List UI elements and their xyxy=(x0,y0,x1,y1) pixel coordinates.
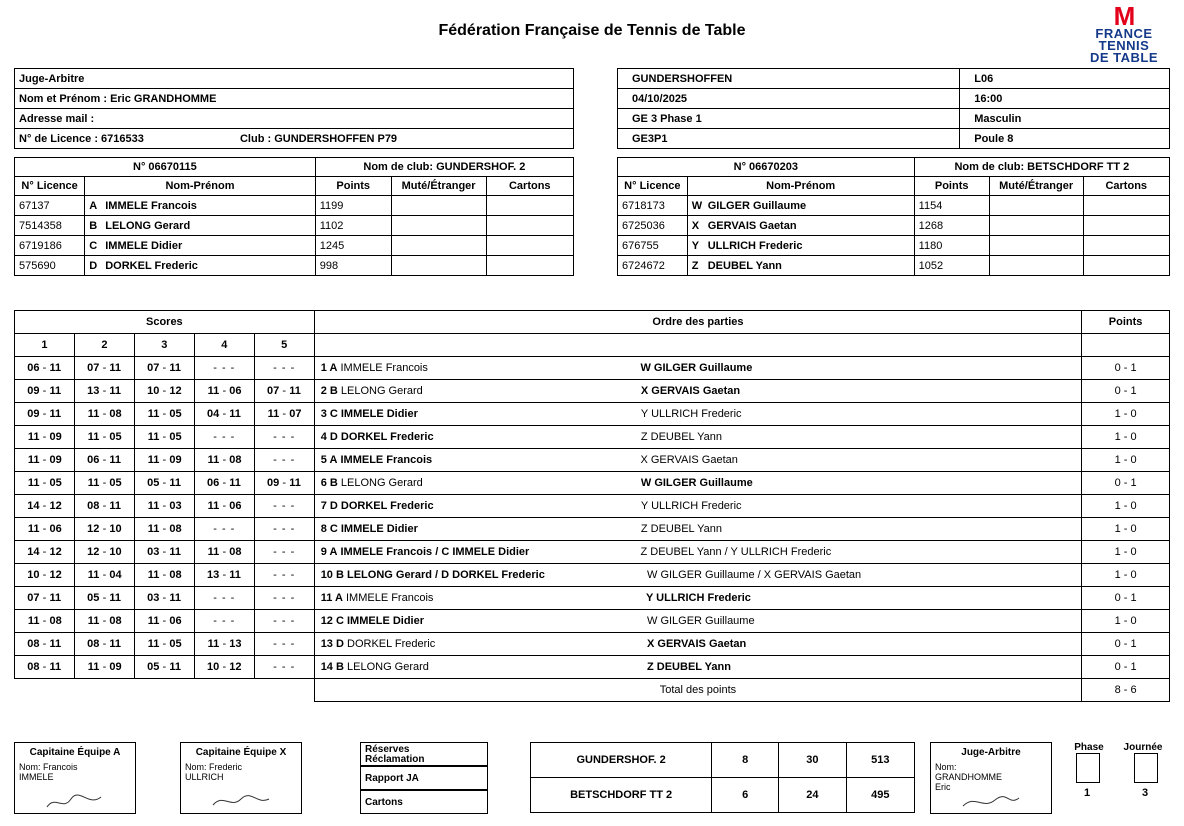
team-x-licence-0: 6718173 xyxy=(618,196,688,216)
score-set-7-3: 11 - 03 xyxy=(134,495,194,518)
captain-a-box xyxy=(14,742,136,814)
match-info-block xyxy=(617,68,1170,149)
team-x-col-cartons: Cartons xyxy=(1083,177,1169,196)
score-row xyxy=(15,380,1170,403)
set-header-1: 1 xyxy=(15,334,75,357)
table-row xyxy=(15,216,574,236)
reserves-line-1: Réserves xyxy=(365,744,410,755)
team-x-col-points: Points xyxy=(914,177,989,196)
team-a-name-2 xyxy=(85,236,316,256)
score-points-1: 0 - 1 xyxy=(1082,357,1170,380)
result-team-0: GUNDERSHOF. 2 xyxy=(531,743,712,778)
score-order-11: 11 A IMMELE Francois Y ULLRICH Frederic xyxy=(314,587,1082,610)
captain-x-box xyxy=(180,742,302,814)
score-set-6-5: 09 - 11 xyxy=(254,472,314,495)
judge-name: Nom et Prénom : Eric GRANDHOMME xyxy=(15,89,574,109)
rapport-ja-button[interactable]: Rapport JA xyxy=(360,766,488,790)
score-set-9-1: 14 - 12 xyxy=(15,541,75,564)
team-a-club: Nom de club: GUNDERSHOF. 2 xyxy=(315,158,573,177)
score-points-12: 1 - 0 xyxy=(1082,610,1170,633)
match-gender: Masculin xyxy=(960,109,1170,129)
score-row xyxy=(15,610,1170,633)
score-set-3-1: 09 - 11 xyxy=(15,403,75,426)
score-points-9: 1 - 0 xyxy=(1082,541,1170,564)
score-row xyxy=(15,472,1170,495)
captain-a-signature xyxy=(45,791,105,811)
score-points-3: 1 - 0 xyxy=(1082,403,1170,426)
judge-title: Juge-Arbitre xyxy=(15,69,574,89)
score-order-13: 13 D DORKEL Frederic X GERVAIS Gaetan xyxy=(314,633,1082,656)
team-x-letter-1: X xyxy=(691,219,700,232)
score-row xyxy=(15,518,1170,541)
team-x-number: N° 06670203 xyxy=(618,158,915,177)
judge-footer-name xyxy=(931,758,1051,792)
team-x-player-3: DEUBEL Yann xyxy=(707,259,782,272)
team-x-cartons-0 xyxy=(1083,196,1169,216)
match-division: L06 xyxy=(960,69,1170,89)
score-set-5-2: 06 - 11 xyxy=(74,449,134,472)
score-set-12-2: 11 - 08 xyxy=(74,610,134,633)
scores-header: Scores xyxy=(15,311,315,334)
page-title: Fédération Française de Tennis de Table xyxy=(438,22,746,39)
table-row xyxy=(15,256,574,276)
phase-journee-box xyxy=(1062,742,1170,814)
judge-mail: Adresse mail : xyxy=(15,109,574,129)
score-row xyxy=(15,541,1170,564)
score-set-3-2: 11 - 08 xyxy=(74,403,134,426)
team-a-col-mute: Muté/Étranger xyxy=(391,177,486,196)
team-a-letter-1: B xyxy=(89,219,98,232)
table-row xyxy=(15,196,574,216)
score-set-9-2: 12 - 10 xyxy=(74,541,134,564)
score-set-8-2: 12 - 10 xyxy=(74,518,134,541)
judge-signature xyxy=(961,791,1021,811)
score-row xyxy=(15,587,1170,610)
journee-value: 3 xyxy=(1142,787,1149,799)
set-header-3: 3 xyxy=(134,334,194,357)
judge-club: Club : GUNDERSHOFFEN P79 xyxy=(239,132,398,145)
score-set-3-4: 04 - 11 xyxy=(194,403,254,426)
score-set-1-2: 07 - 11 xyxy=(74,357,134,380)
fftt-logo xyxy=(1078,1,1170,65)
judge-footer-title: Juge-Arbitre xyxy=(961,747,1021,758)
score-set-10-4: 13 - 11 xyxy=(194,564,254,587)
score-order-1: 1 A IMMELE Francois W GILGER Guillaume xyxy=(314,357,1082,380)
order-header: Ordre des parties xyxy=(314,311,1082,334)
team-x-letter-2: Y xyxy=(691,239,700,252)
score-set-6-1: 11 - 05 xyxy=(15,472,75,495)
team-a-name-3 xyxy=(85,256,316,276)
score-row xyxy=(15,495,1170,518)
team-a-player-1: LELONG Gerard xyxy=(105,219,191,232)
score-set-8-3: 11 - 08 xyxy=(134,518,194,541)
score-set-1-4: - - - xyxy=(194,357,254,380)
score-set-12-4: - - - xyxy=(194,610,254,633)
team-x-player-0: GILGER Guillaume xyxy=(707,199,807,212)
score-set-9-4: 11 - 08 xyxy=(194,541,254,564)
score-set-13-4: 11 - 13 xyxy=(194,633,254,656)
team-a-licence-1: 7514358 xyxy=(15,216,85,236)
team-x-licence-1: 6725036 xyxy=(618,216,688,236)
team-x-mute-2 xyxy=(989,236,1083,256)
team-x-letter-3: Z xyxy=(691,259,699,272)
team-x-points-0: 1154 xyxy=(914,196,989,216)
points-spacer xyxy=(1082,334,1170,357)
set-header-4: 4 xyxy=(194,334,254,357)
team-a-mute-3 xyxy=(391,256,486,276)
score-set-7-4: 11 - 06 xyxy=(194,495,254,518)
score-set-1-5: - - - xyxy=(254,357,314,380)
team-x-licence-2: 676755 xyxy=(618,236,688,256)
team-a-cartons-1 xyxy=(486,216,573,236)
score-set-10-1: 10 - 12 xyxy=(15,564,75,587)
captain-a-nom-label: Nom: xyxy=(19,762,41,772)
score-set-1-3: 07 - 11 xyxy=(134,357,194,380)
phase-journee-headers xyxy=(1062,742,1170,753)
score-row xyxy=(15,633,1170,656)
score-points-4: 1 - 0 xyxy=(1082,426,1170,449)
reserves-line-2: Réclamation xyxy=(365,754,425,765)
match-time: 16:00 xyxy=(960,89,1170,109)
journee-label: Journée xyxy=(1123,742,1163,753)
match-pool: Poule 8 xyxy=(960,129,1170,149)
captain-x-first: Frederic xyxy=(209,762,243,772)
score-set-4-5: - - - xyxy=(254,426,314,449)
reserves-button[interactable] xyxy=(360,742,488,766)
score-set-8-1: 11 - 06 xyxy=(15,518,75,541)
score-set-8-4: - - - xyxy=(194,518,254,541)
score-set-6-3: 05 - 11 xyxy=(134,472,194,495)
score-set-14-5: - - - xyxy=(254,656,314,679)
score-set-12-1: 11 - 08 xyxy=(15,610,75,633)
score-row xyxy=(15,357,1170,380)
team-a-col-points: Points xyxy=(315,177,391,196)
score-order-6: 6 B LELONG Gerard W GILGER Guillaume xyxy=(314,472,1082,495)
team-a-col-licence: N° Licence xyxy=(15,177,85,196)
judge-footer-box xyxy=(930,742,1052,814)
score-row xyxy=(15,403,1170,426)
score-points-5: 1 - 0 xyxy=(1082,449,1170,472)
phase-box xyxy=(1076,753,1100,783)
score-set-10-5: - - - xyxy=(254,564,314,587)
table-row xyxy=(618,256,1170,276)
captain-a-name xyxy=(15,758,135,782)
team-a-player-2: IMMELE Didier xyxy=(105,239,183,252)
score-points-10: 1 - 0 xyxy=(1082,564,1170,587)
score-row xyxy=(15,564,1170,587)
team-x-points-3: 1052 xyxy=(914,256,989,276)
score-set-2-3: 10 - 12 xyxy=(134,380,194,403)
score-set-5-3: 11 - 09 xyxy=(134,449,194,472)
team-a-mute-0 xyxy=(391,196,486,216)
score-set-7-5: - - - xyxy=(254,495,314,518)
score-set-10-3: 11 - 08 xyxy=(134,564,194,587)
captain-x-title: Capitaine Équipe X xyxy=(195,747,287,758)
score-set-7-2: 08 - 11 xyxy=(74,495,134,518)
team-a-col-name: Nom-Prénom xyxy=(85,177,316,196)
team-x-cartons-2 xyxy=(1083,236,1169,256)
score-set-3-3: 11 - 05 xyxy=(134,403,194,426)
team-a-number: N° 06670115 xyxy=(15,158,316,177)
score-order-12: 12 C IMMELE Didier W GILGER Guillaume xyxy=(314,610,1082,633)
team-a-letter-2: C xyxy=(89,239,98,252)
score-set-2-2: 13 - 11 xyxy=(74,380,134,403)
score-set-11-2: 05 - 11 xyxy=(74,587,134,610)
result-v1-1: 6 xyxy=(712,778,779,813)
team-a-points-3: 998 xyxy=(315,256,391,276)
team-x-col-name: Nom-Prénom xyxy=(687,177,914,196)
score-set-10-2: 11 - 04 xyxy=(74,564,134,587)
score-set-13-3: 11 - 05 xyxy=(134,633,194,656)
score-order-3: 3 C IMMELE Didier Y ULLRICH Frederic xyxy=(314,403,1082,426)
score-order-14: 14 B LELONG Gerard Z DEUBEL Yann xyxy=(314,656,1082,679)
score-set-14-1: 08 - 11 xyxy=(15,656,75,679)
result-v2-0: 30 xyxy=(779,743,847,778)
score-set-6-2: 11 - 05 xyxy=(74,472,134,495)
score-order-9: 9 A IMMELE Francois / C IMMELE Didier Z DEUBEL Yann / Y ULLRICH Frederic xyxy=(314,541,1082,564)
team-a-mute-1 xyxy=(391,216,486,236)
table-row xyxy=(618,196,1170,216)
score-order-8: 8 C IMMELE Didier Z DEUBEL Yann xyxy=(314,518,1082,541)
team-x-name-0 xyxy=(687,196,914,216)
score-order-2: 2 B LELONG Gerard X GERVAIS Gaetan xyxy=(314,380,1082,403)
team-x-col-mute: Muté/Étranger xyxy=(989,177,1083,196)
team-x-cartons-3 xyxy=(1083,256,1169,276)
set-header-2: 2 xyxy=(74,334,134,357)
table-row xyxy=(531,743,915,778)
match-phase: GE 3 Phase 1 xyxy=(618,109,960,129)
scores-table xyxy=(14,310,1170,702)
judge-footer-last: GRANDHOMME xyxy=(935,772,1002,782)
judge-licence-club xyxy=(15,129,574,149)
team-a-licence-0: 67137 xyxy=(15,196,85,216)
team-a-name-0 xyxy=(85,196,316,216)
table-row xyxy=(618,216,1170,236)
match-club: GUNDERSHOFFEN xyxy=(618,69,960,89)
judge-footer-first: Eric xyxy=(935,782,951,792)
logo-line-1: FRANCE xyxy=(1095,26,1153,41)
team-x-mute-0 xyxy=(989,196,1083,216)
journee-box xyxy=(1134,753,1158,783)
team-a-points-0: 1199 xyxy=(315,196,391,216)
team-x-cartons-1 xyxy=(1083,216,1169,236)
score-set-4-3: 11 - 05 xyxy=(134,426,194,449)
team-x-name-3 xyxy=(687,256,914,276)
team-x-points-2: 1180 xyxy=(914,236,989,256)
team-x-club: Nom de club: BETSCHDORF TT 2 xyxy=(914,158,1169,177)
team-a-cartons-3 xyxy=(486,256,573,276)
score-set-14-2: 11 - 09 xyxy=(74,656,134,679)
score-points-2: 0 - 1 xyxy=(1082,380,1170,403)
total-label: Total des points xyxy=(314,679,1082,702)
team-a-cartons-2 xyxy=(486,236,573,256)
result-summary-table xyxy=(530,742,915,813)
team-x-table xyxy=(617,157,1170,276)
cartons-button[interactable]: Cartons xyxy=(360,790,488,814)
phase-value: 1 xyxy=(1084,787,1091,799)
score-points-11: 0 - 1 xyxy=(1082,587,1170,610)
score-order-5: 5 A IMMELE Francois X GERVAIS Gaetan xyxy=(314,449,1082,472)
team-x-player-1: GERVAIS Gaetan xyxy=(707,219,797,232)
phase-label: Phase xyxy=(1074,742,1104,753)
logo-line-2: TENNIS xyxy=(1098,38,1150,53)
captain-a-last: IMMELE xyxy=(19,772,54,782)
score-set-13-5: - - - xyxy=(254,633,314,656)
team-a-letter-0: A xyxy=(89,199,98,212)
score-points-6: 0 - 1 xyxy=(1082,472,1170,495)
captain-x-name xyxy=(181,758,301,782)
score-set-11-4: - - - xyxy=(194,587,254,610)
score-set-12-3: 11 - 06 xyxy=(134,610,194,633)
score-set-6-4: 06 - 11 xyxy=(194,472,254,495)
team-a-letter-3: D xyxy=(89,259,98,272)
team-x-col-licence: N° Licence xyxy=(618,177,688,196)
score-points-13: 0 - 1 xyxy=(1082,633,1170,656)
score-set-9-5: - - - xyxy=(254,541,314,564)
team-a-player-3: DORKEL Frederic xyxy=(105,259,198,272)
score-set-14-4: 10 - 12 xyxy=(194,656,254,679)
logo-line-3: DE TABLE xyxy=(1089,50,1159,65)
team-a-table xyxy=(14,157,574,276)
score-set-2-4: 11 - 06 xyxy=(194,380,254,403)
score-set-4-1: 11 - 09 xyxy=(15,426,75,449)
team-a-col-cartons: Cartons xyxy=(486,177,573,196)
team-a-player-0: IMMELE Francois xyxy=(105,199,197,212)
score-set-8-5: - - - xyxy=(254,518,314,541)
score-order-10: 10 B LELONG Gerard / D DORKEL Frederic W GILGER Guillaume / X GERVAIS Gaetan xyxy=(314,564,1082,587)
match-code: GE3P1 xyxy=(618,129,960,149)
team-a-cartons-0 xyxy=(486,196,573,216)
team-a-points-2: 1245 xyxy=(315,236,391,256)
logo-mark: M xyxy=(1113,1,1135,31)
captain-a-title: Capitaine Équipe A xyxy=(29,747,121,758)
judge-footer-nom-label: Nom: xyxy=(935,762,957,772)
order-spacer xyxy=(314,334,1082,357)
team-a-licence-3: 575690 xyxy=(15,256,85,276)
score-row xyxy=(15,449,1170,472)
table-row xyxy=(531,778,915,813)
captain-x-nom-label: Nom: xyxy=(185,762,207,772)
score-set-11-1: 07 - 11 xyxy=(15,587,75,610)
score-set-11-5: - - - xyxy=(254,587,314,610)
phase-journee-values xyxy=(1062,753,1170,805)
score-set-12-5: - - - xyxy=(254,610,314,633)
table-row xyxy=(618,236,1170,256)
team-a-name-1 xyxy=(85,216,316,236)
score-set-3-5: 11 - 07 xyxy=(254,403,314,426)
result-team-1: BETSCHDORF TT 2 xyxy=(531,778,712,813)
points-header: Points xyxy=(1082,311,1170,334)
score-points-7: 1 - 0 xyxy=(1082,495,1170,518)
team-a-points-1: 1102 xyxy=(315,216,391,236)
score-set-9-3: 03 - 11 xyxy=(134,541,194,564)
score-points-8: 1 - 0 xyxy=(1082,518,1170,541)
score-order-7: 7 D DORKEL Frederic Y ULLRICH Frederic xyxy=(314,495,1082,518)
score-set-13-2: 08 - 11 xyxy=(74,633,134,656)
team-x-name-1 xyxy=(687,216,914,236)
set-header-5: 5 xyxy=(254,334,314,357)
score-set-13-1: 08 - 11 xyxy=(15,633,75,656)
table-row xyxy=(15,236,574,256)
score-set-5-4: 11 - 08 xyxy=(194,449,254,472)
result-v1-0: 8 xyxy=(712,743,779,778)
score-set-14-3: 05 - 11 xyxy=(134,656,194,679)
team-x-player-2: ULLRICH Frederic xyxy=(707,239,803,252)
score-points-14: 0 - 1 xyxy=(1082,656,1170,679)
score-row xyxy=(15,426,1170,449)
team-a-mute-2 xyxy=(391,236,486,256)
score-set-2-5: 07 - 11 xyxy=(254,380,314,403)
team-x-licence-3: 6724672 xyxy=(618,256,688,276)
score-set-7-1: 14 - 12 xyxy=(15,495,75,518)
team-x-points-1: 1268 xyxy=(914,216,989,236)
team-x-name-2 xyxy=(687,236,914,256)
result-v3-1: 495 xyxy=(846,778,914,813)
score-set-1-1: 06 - 11 xyxy=(15,357,75,380)
match-date: 04/10/2025 xyxy=(618,89,960,109)
captain-x-last: ULLRICH xyxy=(185,772,224,782)
judge-licence: N° de Licence : 6716533 xyxy=(19,132,144,145)
score-set-4-4: - - - xyxy=(194,426,254,449)
reserves-group xyxy=(360,742,488,814)
score-order-4: 4 D DORKEL Frederic Z DEUBEL Yann xyxy=(314,426,1082,449)
team-a-licence-2: 6719186 xyxy=(15,236,85,256)
team-x-mute-1 xyxy=(989,216,1083,236)
score-set-2-1: 09 - 11 xyxy=(15,380,75,403)
team-x-letter-0: W xyxy=(691,199,703,212)
captain-x-signature xyxy=(211,791,271,811)
captain-a-first: Francois xyxy=(43,762,78,772)
judge-block xyxy=(14,68,574,149)
total-points: 8 - 6 xyxy=(1082,679,1170,702)
result-v2-1: 24 xyxy=(779,778,847,813)
score-row xyxy=(15,656,1170,679)
score-set-4-2: 11 - 05 xyxy=(74,426,134,449)
score-set-11-3: 03 - 11 xyxy=(134,587,194,610)
score-set-5-1: 11 - 09 xyxy=(15,449,75,472)
team-x-mute-3 xyxy=(989,256,1083,276)
score-set-5-5: - - - xyxy=(254,449,314,472)
result-v3-0: 513 xyxy=(846,743,914,778)
